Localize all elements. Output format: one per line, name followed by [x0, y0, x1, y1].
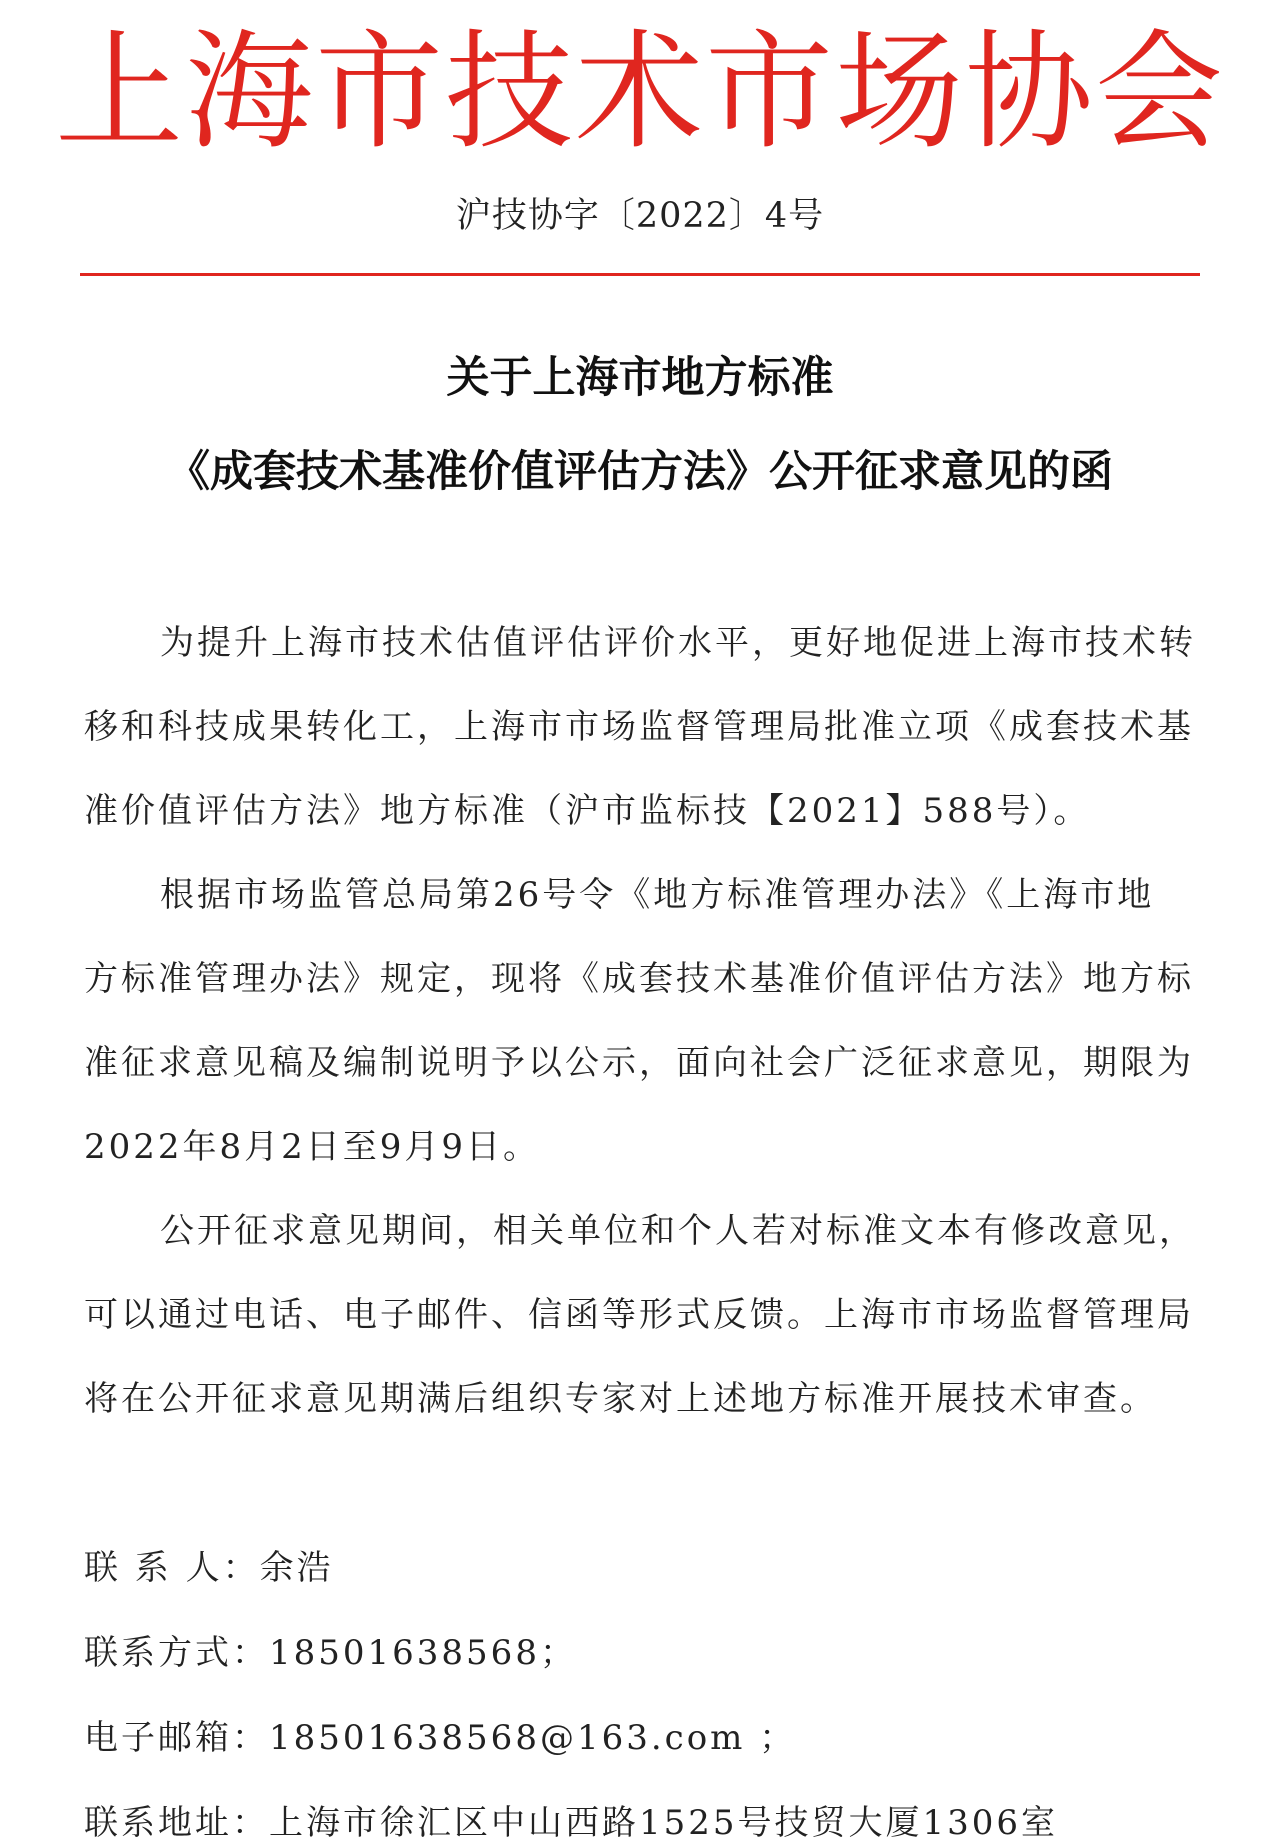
contact-person: 联 系 人：余浩 [84, 1548, 334, 1588]
contact-phone: 联系方式：18501638568； [84, 1633, 577, 1673]
letterhead-organization: 上海市技术市场协会 [54, 18, 1225, 167]
paragraph-1-line: 准价值评估方法》地方标准（沪市监标技【2021】588号）。 [84, 791, 1091, 831]
paragraph-1-line: 为提升上海市技术估值评估评价水平，更好地促进上海市技术转 [160, 623, 1196, 663]
paragraph-2-line: 2022年8月2日至9月9日。 [84, 1127, 541, 1167]
letterhead-divider [80, 273, 1200, 276]
paragraph-2-line: 准征求意见稿及编制说明予以公示，面向社会广泛征求意见，期限为 [84, 1043, 1194, 1083]
title-line-1: 关于上海市地方标准 [446, 353, 834, 403]
paragraph-2-line: 方标准管理办法》规定，现将《成套技术基准价值评估方法》地方标 [84, 959, 1194, 999]
document-number: 沪技协字〔2022〕4号 [455, 196, 825, 236]
paragraph-2-line: 根据市场监管总局第26号令《地方标准管理办法》《上海市地 [160, 875, 1155, 915]
paragraph-3-line: 公开征求意见期间，相关单位和个人若对标准文本有修改意见， [160, 1211, 1196, 1251]
contact-address: 联系地址：上海市徐汇区中山西路1525号技贸大厦1306室 [84, 1803, 1059, 1843]
paragraph-3-line: 将在公开征求意见期满后组织专家对上述地方标准开展技术审查。 [84, 1379, 1157, 1419]
contact-email: 电子邮箱：18501638568@163.com ； [84, 1718, 797, 1758]
paragraph-3-line: 可以通过电话、电子邮件、信函等形式反馈。上海市市场监督管理局 [84, 1295, 1194, 1335]
title-line-2: 《成套技术基准价值评估方法》公开征求意见的函 [167, 447, 1113, 497]
paragraph-1-line: 移和科技成果转化工，上海市市场监督管理局批准立项《成套技术基 [84, 707, 1194, 747]
